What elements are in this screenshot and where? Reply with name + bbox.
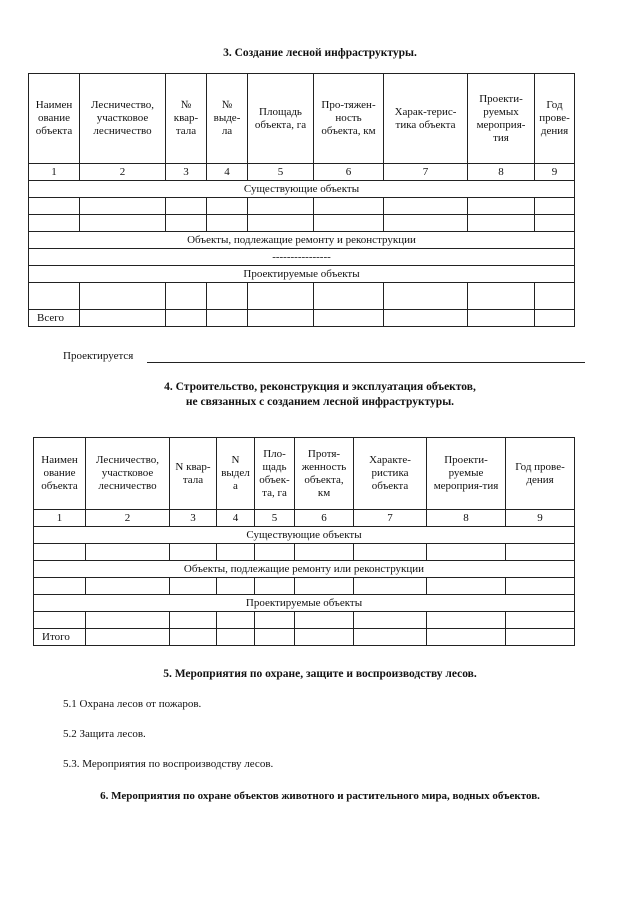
header-cell: Лесничество, участковое лесничество <box>86 438 170 510</box>
section-4-title-line1: 4. Строительство, реконструкция и эксплуатация объектов, <box>164 381 476 393</box>
section-5-item: 5.3. Мероприятия по воспроизводству лесов. <box>63 758 274 770</box>
header-cell: Наимен ование объекта <box>29 74 80 164</box>
total-label: Всего <box>29 310 80 327</box>
column-number: 9 <box>506 510 575 527</box>
header-cell: Площадь объекта, га <box>248 74 314 164</box>
header-cell: Проекти-руемые мероприя-тия <box>427 438 506 510</box>
table-row <box>34 578 575 595</box>
table-row <box>34 544 575 561</box>
existing-objects-label: Существующие объекты <box>29 181 575 198</box>
column-number: 7 <box>354 510 427 527</box>
section-3-title: 3. Создание лесной инфраструктуры. <box>223 47 417 59</box>
column-number: 9 <box>535 164 575 181</box>
column-number: 6 <box>314 164 384 181</box>
header-cell: № квар-тала <box>166 74 207 164</box>
column-number: 3 <box>166 164 207 181</box>
non-infrastructure-table <box>33 437 575 646</box>
header-cell: Характе-ристика объекта <box>354 438 427 510</box>
header-row <box>29 74 575 164</box>
header-cell: Пло-щадь объек-та, га <box>255 438 295 510</box>
column-number: 3 <box>170 510 217 527</box>
column-number: 1 <box>29 164 80 181</box>
header-cell: Про-тяжен-ность объекта, км <box>314 74 384 164</box>
header-cell: Лесничество, участковое лесничество <box>80 74 166 164</box>
column-number: 5 <box>255 510 295 527</box>
section-4-title-line2: не связанных с созданием лесной инфраструктуры. <box>185 396 455 408</box>
section-5-item: 5.2 Защита лесов. <box>63 728 146 740</box>
header-cell: N выдел а <box>217 438 255 510</box>
table-row <box>34 612 575 629</box>
section-6-title: 6. Мероприятия по охране объектов животного и растительного мира, водных объектов. <box>100 790 540 802</box>
existing-objects-label: Существующие объекты <box>34 527 575 544</box>
dashes: ---------------- <box>29 249 575 266</box>
header-cell: Харак-терис-тика объекта <box>384 74 468 164</box>
header-cell: Наимен ование объекта <box>34 438 86 510</box>
header-cell: № выде-ла <box>207 74 248 164</box>
repair-objects-label: Объекты, подлежащие ремонту и реконструкции <box>29 232 575 249</box>
column-number: 5 <box>248 164 314 181</box>
projected-objects-label: Проектируемые объекты <box>34 595 575 612</box>
column-number-row <box>34 510 575 527</box>
header-cell: Протя-женность объекта, км <box>295 438 354 510</box>
section-5-title: 5. Мероприятия по охране, защите и воспроизводству лесов. <box>163 668 477 680</box>
column-number: 2 <box>86 510 170 527</box>
table-row <box>29 198 575 215</box>
repair-objects-label: Объекты, подлежащие ремонту или реконструкции <box>34 561 575 578</box>
infrastructure-table <box>28 73 575 327</box>
section-5-item: 5.1 Охрана лесов от пожаров. <box>63 698 202 710</box>
header-row <box>34 438 575 510</box>
total-row <box>34 629 575 646</box>
table-row <box>29 215 575 232</box>
column-number: 4 <box>217 510 255 527</box>
header-cell: Год прове-дения <box>506 438 575 510</box>
table-row <box>29 283 575 310</box>
column-number: 8 <box>468 164 535 181</box>
column-number: 6 <box>295 510 354 527</box>
column-number: 4 <box>207 164 248 181</box>
projected-objects-label: Проектируемые объекты <box>29 266 575 283</box>
column-number: 8 <box>427 510 506 527</box>
column-number-row <box>29 164 575 181</box>
header-cell: Проекти-руемых мероприя-тия <box>468 74 535 164</box>
header-cell: Год прове-дения <box>535 74 575 164</box>
total-label: Итого <box>34 629 86 646</box>
column-number: 7 <box>384 164 468 181</box>
column-number: 2 <box>80 164 166 181</box>
projected-label: Проектируется <box>63 350 134 362</box>
column-number: 1 <box>34 510 86 527</box>
total-row <box>29 310 575 327</box>
header-cell: N квар-тала <box>170 438 217 510</box>
projected-underline <box>147 362 585 363</box>
